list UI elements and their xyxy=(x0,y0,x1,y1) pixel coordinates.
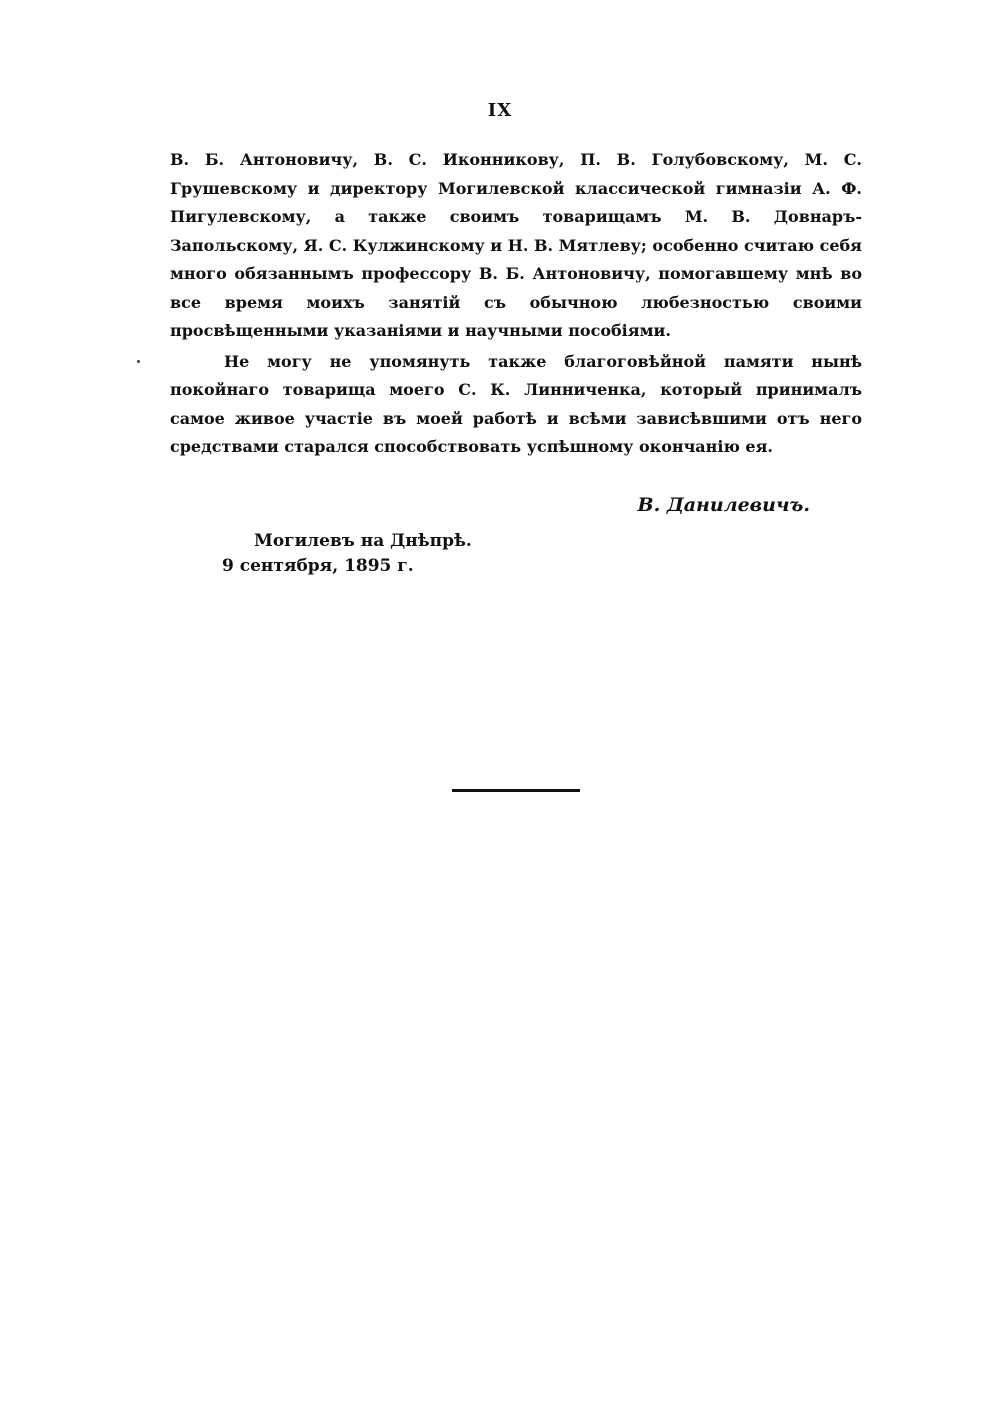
date-line: 9 сентября, 1895 г. xyxy=(222,556,414,576)
scan-speck xyxy=(137,360,140,363)
paragraph-acknowledgements: В. Б. Антоновичу, В. С. Иконникову, П. В. Голубовскому, М. С. Грушевскому и директору Могилевской классической гимназіи А. Ф. Пигулевскому, а также своимъ товарищамъ М. В. Довнаръ-Запольскому, Я. С. Кулжинскому и Н. В. Мятлеву; особенно считаю себя много обязаннымъ профессору В. Б. Антоновичу, помогавшему мнѣ во все время моихъ занятій съ обычною любезностью своими просвѣщенными указаніями и научными пособіями. xyxy=(170,150,862,340)
place-line: Могилевъ на Днѣпрѣ. xyxy=(254,531,472,551)
page-number: IX xyxy=(487,100,513,121)
paragraph-memorial: Не могу не упомянуть также благоговѣйной памяти нынѣ покойнаго товарища моего С. К. Линниченка, который принималъ самое живое участіе въ моей работѣ и всѣми зависѣвшими отъ него средствами старался способствовать успѣшному окончанію ея. xyxy=(170,351,862,456)
closing-rule xyxy=(452,789,580,792)
author-signature: В. Данилевичъ. xyxy=(637,494,810,516)
body-text xyxy=(170,146,862,464)
